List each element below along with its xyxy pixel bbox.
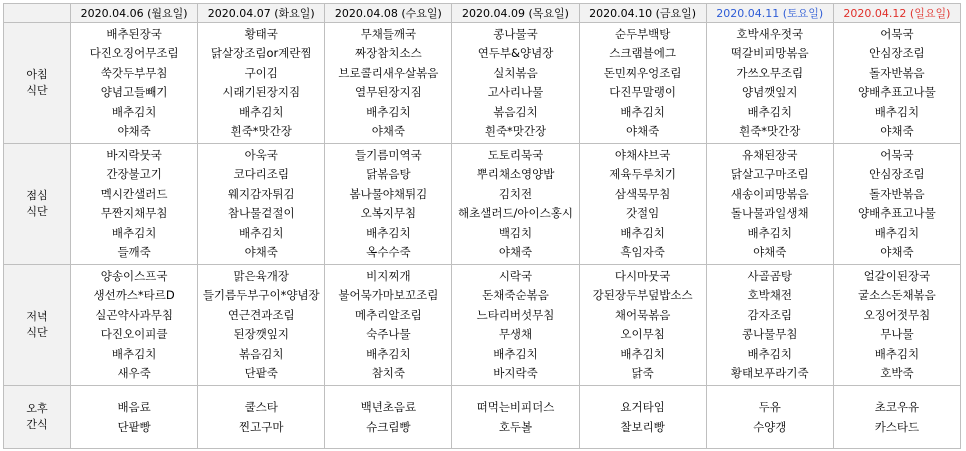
menu-item: 흰죽*맛간장 <box>484 124 547 138</box>
menu-item: 흰죽*맛간장 <box>230 124 292 138</box>
menu-item: 배추김치 <box>620 225 665 240</box>
row-label-line: 간식 <box>26 418 48 431</box>
menu-item: 오이무침 <box>620 327 665 341</box>
menu-item: 슈크림빵 <box>366 420 411 434</box>
menu-item: 돌나물과일생채 <box>730 206 809 220</box>
menu-cell <box>833 23 960 144</box>
day-header: 2020.04.11 (토요일) <box>706 4 833 23</box>
menu-item: 배추김치 <box>493 346 538 361</box>
menu-item: 숙주나물 <box>366 327 411 341</box>
day-header: 2020.04.10 (금요일) <box>579 4 706 23</box>
menu-item: 호박채전 <box>747 288 792 302</box>
menu-item: 가쓰오무조림 <box>736 65 804 80</box>
menu-item: 실치볶음 <box>493 65 538 80</box>
row-label-line: 식단 <box>26 84 48 97</box>
menu-item: 배추김치 <box>111 225 157 240</box>
menu-item-list <box>325 146 451 263</box>
menu-item: 옥수수죽 <box>366 245 411 259</box>
menu-item: 고사리나물 <box>487 85 544 99</box>
menu-item: 웨지감자튀김 <box>227 186 295 201</box>
menu-item: 김치전 <box>498 186 533 201</box>
menu-item: 양념고들빼기 <box>100 85 168 99</box>
menu-item: 연근견과조림 <box>227 307 295 322</box>
menu-item: 맑은육개장 <box>233 268 290 283</box>
menu-cell <box>452 23 579 144</box>
menu-item: 야채죽 <box>753 245 787 259</box>
menu-item: 수양갱 <box>753 420 787 434</box>
menu-item: 들깨죽 <box>117 245 151 259</box>
menu-item: 닭살고구마조림 <box>730 167 809 181</box>
menu-item: 다진오징어무조림 <box>89 46 179 60</box>
menu-item: 굴소스돈채볶음 <box>858 288 936 302</box>
menu-item: 백김치 <box>498 225 533 240</box>
menu-item: 불어묵가마보꼬조림 <box>338 288 439 302</box>
menu-item: 닭볶음탕 <box>366 167 411 181</box>
menu-item-list <box>707 397 833 437</box>
menu-item: 야채죽 <box>880 245 914 259</box>
menu-item-list <box>325 267 451 384</box>
menu-item: 배추김치 <box>111 346 157 361</box>
menu-item: 황태보푸라기죽 <box>730 366 809 380</box>
menu-item: 떡갈비피망볶음 <box>730 46 809 60</box>
menu-item: 야채죽 <box>371 124 406 138</box>
menu-item-list <box>707 146 833 263</box>
menu-cell <box>706 144 833 265</box>
row-label <box>4 265 71 386</box>
menu-item: 다시마뭇국 <box>614 268 671 283</box>
meal-row <box>4 23 961 144</box>
menu-item: 콩나물국 <box>493 26 538 41</box>
menu-item: 유채된장국 <box>741 147 798 162</box>
menu-cell <box>325 23 452 144</box>
menu-item: 배추김치 <box>239 225 284 240</box>
row-label-line: 저녁 <box>26 310 48 323</box>
menu-item-list <box>580 267 706 384</box>
menu-item: 뿌리채소영양밥 <box>476 167 555 181</box>
menu-item: 배추김치 <box>874 104 920 119</box>
menu-item: 닭살장조림or계란찜 <box>210 46 312 60</box>
menu-item: 된장깻잎지 <box>233 327 290 341</box>
menu-item: 어묵국 <box>880 147 914 162</box>
menu-item: 연두부&양념장 <box>477 46 554 60</box>
menu-item: 시락국 <box>498 268 533 283</box>
menu-item: 바지락뭇국 <box>106 147 162 162</box>
menu-item: 돌자반볶음 <box>869 65 925 80</box>
menu-item-list <box>580 397 706 437</box>
menu-item: 배추김치 <box>620 346 665 361</box>
menu-item: 호박새우젓국 <box>736 26 804 41</box>
menu-item: 찰보리빵 <box>620 420 665 434</box>
day-header: 2020.04.09 (목요일) <box>452 4 579 23</box>
menu-item: 야채죽 <box>244 245 278 259</box>
menu-item: 야채죽 <box>498 245 533 259</box>
menu-item: 짜장참치소스 <box>355 46 422 60</box>
menu-item: 순두부백탕 <box>614 26 671 41</box>
menu-item: 찐고구마 <box>239 420 284 434</box>
meal-row <box>4 386 961 449</box>
menu-cell <box>833 386 960 449</box>
menu-item: 두유 <box>758 400 781 414</box>
menu-cell <box>325 144 452 265</box>
menu-item-list <box>452 25 578 142</box>
menu-item: 무짠지채무침 <box>100 206 168 220</box>
menu-item: 안심장조림 <box>869 167 925 181</box>
menu-item: 야채샤브국 <box>614 147 671 162</box>
menu-item: 배추김치 <box>747 225 792 240</box>
menu-item: 단팥빵 <box>117 420 151 434</box>
menu-item: 비지찌개 <box>366 268 411 283</box>
meal-row <box>4 144 961 265</box>
menu-item: 초코우유 <box>874 400 920 414</box>
menu-item: 봄나물야채튀김 <box>349 186 428 201</box>
menu-item: 브로콜리새우살볶음 <box>338 65 439 80</box>
day-header: 2020.04.06 (월요일) <box>71 4 198 23</box>
menu-item: 강된장두부덮밥소스 <box>592 288 693 302</box>
menu-item: 무나물 <box>880 327 914 341</box>
menu-cell <box>452 386 579 449</box>
menu-item-list <box>198 146 324 263</box>
menu-item-list <box>707 25 833 142</box>
menu-item: 코다리조림 <box>233 167 290 181</box>
menu-item-list <box>325 397 451 437</box>
menu-item: 들기름두부구이*양념장 <box>202 288 320 302</box>
menu-item-list <box>452 397 578 437</box>
menu-item: 배추된장국 <box>106 26 162 41</box>
menu-item: 배추김치 <box>620 104 665 119</box>
menu-item: 무생채 <box>498 327 533 341</box>
menu-item: 메추리알조림 <box>355 307 422 322</box>
menu-item: 어묵국 <box>880 26 914 41</box>
menu-item: 제육두루치기 <box>609 167 676 181</box>
menu-item: 양송이스프국 <box>100 268 168 283</box>
menu-item-list <box>707 267 833 384</box>
menu-item: 안심장조림 <box>869 46 925 60</box>
menu-item-list <box>834 397 960 437</box>
menu-item: 들기름미역국 <box>355 147 422 162</box>
menu-cell <box>579 144 706 265</box>
menu-item-list <box>452 146 578 263</box>
menu-item: 흰죽*맛간장 <box>739 124 801 138</box>
menu-cell <box>325 265 452 386</box>
menu-item: 멕시칸샐러드 <box>100 186 168 201</box>
menu-item: 호박죽 <box>880 366 914 380</box>
menu-item-list <box>198 397 324 437</box>
menu-item: 다진무말랭이 <box>609 85 676 99</box>
row-label-line: 점심 <box>26 189 48 202</box>
menu-item: 사골곰탕 <box>747 268 792 283</box>
menu-cell <box>71 265 198 386</box>
menu-item: 도토리묵국 <box>487 147 544 162</box>
menu-cell <box>198 265 325 386</box>
menu-cell <box>71 144 198 265</box>
menu-item-list <box>198 25 324 142</box>
row-label <box>4 144 71 265</box>
menu-item-list <box>71 267 197 384</box>
menu-item: 배추김치 <box>874 225 920 240</box>
menu-item: 양배추표고나물 <box>858 206 936 220</box>
menu-item: 야채죽 <box>117 124 151 138</box>
menu-item: 닭죽 <box>631 366 654 380</box>
day-header: 2020.04.08 (수요일) <box>325 4 452 23</box>
menu-item: 호두볼 <box>498 420 533 434</box>
menu-item: 돈채죽순볶음 <box>482 288 549 302</box>
menu-item: 단팥죽 <box>244 366 278 380</box>
menu-cell <box>198 144 325 265</box>
row-label-line: 식단 <box>26 326 48 339</box>
row-label-line: 오후 <box>26 402 48 415</box>
menu-item: 볶음김치 <box>493 104 538 119</box>
menu-item: 쿨스타 <box>244 400 278 414</box>
menu-item: 배추김치 <box>239 104 284 119</box>
menu-cell <box>71 386 198 449</box>
menu-item: 쑥갓두부무침 <box>100 65 168 80</box>
menu-item: 배추김치 <box>366 225 411 240</box>
menu-item-list <box>71 397 197 437</box>
menu-item: 야채죽 <box>625 124 660 138</box>
menu-item: 갓절임 <box>625 206 660 220</box>
menu-item: 삼색묵무침 <box>614 186 671 201</box>
menu-item-list <box>580 25 706 142</box>
menu-item: 아욱국 <box>244 147 278 162</box>
menu-cell <box>833 265 960 386</box>
menu-item: 새우죽 <box>117 366 151 380</box>
menu-cell <box>198 23 325 144</box>
menu-item: 돌자반볶음 <box>869 186 925 201</box>
meal-row <box>4 265 961 386</box>
menu-item: 떠먹는비피더스 <box>476 400 555 414</box>
menu-item: 감자조림 <box>747 307 792 322</box>
menu-item: 무채들깨국 <box>360 26 417 41</box>
menu-cell <box>71 23 198 144</box>
menu-item-list <box>198 267 324 384</box>
row-label <box>4 386 71 449</box>
menu-item: 느타리버섯무침 <box>476 307 555 322</box>
menu-item: 배추김치 <box>366 104 411 119</box>
menu-cell <box>325 386 452 449</box>
menu-item: 간장불고기 <box>106 167 162 181</box>
menu-item-list <box>580 146 706 263</box>
menu-item: 스크램블에그 <box>609 46 676 60</box>
menu-item: 양배추표고나물 <box>858 85 936 99</box>
weekly-meal-table <box>3 3 961 449</box>
menu-item: 다진오이피클 <box>100 327 168 341</box>
menu-item-list <box>834 267 960 384</box>
menu-item: 바지락죽 <box>493 366 538 380</box>
day-header: 2020.04.07 (화요일) <box>198 4 325 23</box>
menu-cell <box>706 386 833 449</box>
menu-item: 생선까스*타르D <box>93 288 175 302</box>
menu-item: 열무된장지짐 <box>355 85 422 99</box>
menu-item: 해초샐러드/아이스홍시 <box>458 206 573 220</box>
menu-item: 배추김치 <box>366 346 411 361</box>
menu-item: 참나물겉절이 <box>227 206 295 220</box>
menu-item-list <box>834 25 960 142</box>
menu-item: 배추김치 <box>747 346 792 361</box>
menu-item: 야채죽 <box>880 124 914 138</box>
menu-item: 시래기된장지짐 <box>222 85 301 99</box>
menu-item: 볶음김치 <box>239 346 284 361</box>
menu-item: 돈민찌우엉조림 <box>603 65 682 80</box>
menu-cell <box>706 265 833 386</box>
day-header: 2020.04.12 (일요일) <box>833 4 960 23</box>
menu-item-list <box>325 25 451 142</box>
menu-cell <box>452 265 579 386</box>
corner-cell <box>4 4 71 23</box>
menu-item-list <box>452 267 578 384</box>
menu-item: 양념깻잎지 <box>741 85 798 99</box>
menu-cell <box>198 386 325 449</box>
menu-item: 배추김치 <box>874 346 920 361</box>
row-label-line: 식단 <box>26 205 48 218</box>
menu-item: 오복지무침 <box>360 206 417 220</box>
menu-item: 카스타드 <box>874 420 920 434</box>
row-label-line: 아침 <box>26 68 48 81</box>
menu-item: 요거타임 <box>620 400 665 414</box>
menu-item: 참치죽 <box>371 366 406 380</box>
menu-item: 오징어젓무침 <box>863 307 931 322</box>
menu-cell <box>833 144 960 265</box>
menu-item-list <box>71 25 197 142</box>
menu-cell <box>579 265 706 386</box>
menu-item: 배추김치 <box>747 104 792 119</box>
menu-item: 새송이피망볶음 <box>730 186 809 201</box>
menu-item: 황태국 <box>244 26 278 41</box>
menu-item: 콩나물무침 <box>741 327 798 341</box>
menu-cell <box>579 23 706 144</box>
menu-item: 실곤약사과무침 <box>95 307 173 322</box>
menu-item: 흑임자죽 <box>620 245 665 259</box>
menu-item: 얼갈이된장국 <box>863 268 931 283</box>
menu-item: 백년초음료 <box>360 400 417 414</box>
menu-cell <box>579 386 706 449</box>
menu-item: 구이김 <box>244 65 278 80</box>
menu-item-list <box>834 146 960 263</box>
menu-item: 채어묵볶음 <box>614 307 671 322</box>
menu-cell <box>452 144 579 265</box>
row-label <box>4 23 71 144</box>
menu-item: 배추김치 <box>111 104 157 119</box>
menu-item-list <box>71 146 197 263</box>
menu-cell <box>706 23 833 144</box>
header-row <box>4 4 961 23</box>
menu-item: 배음료 <box>117 400 151 414</box>
